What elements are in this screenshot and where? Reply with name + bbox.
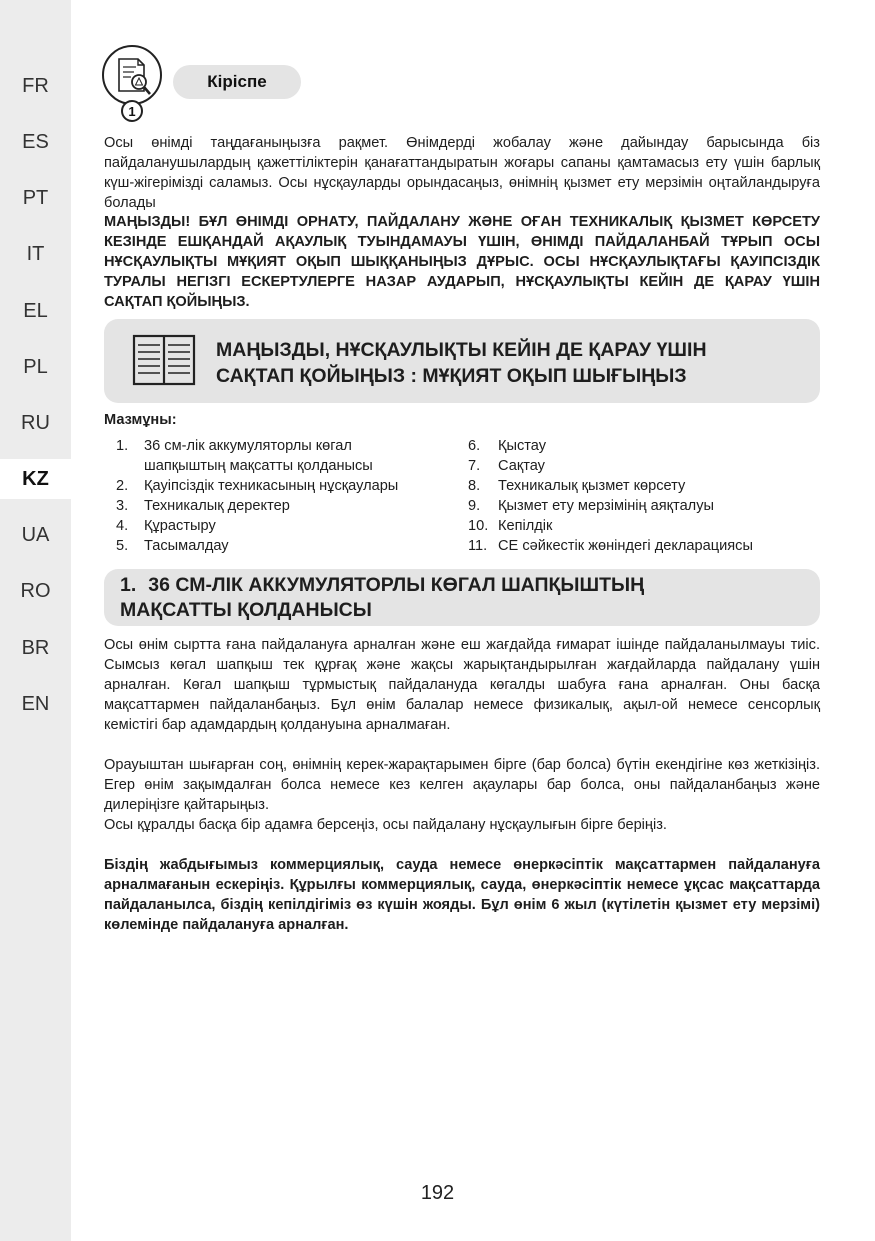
lang-tab-ru[interactable]: RU [21,411,50,434]
toc-item-label: Қызмет ету мерзімінің аяқталуы [498,498,714,514]
lang-tab-el[interactable]: EL [23,299,48,322]
toc-item-number: 10. [468,518,489,534]
toc-item-label: Сақтау [498,458,545,474]
section-1-number: 1. [120,574,137,596]
section-1-header [104,569,820,626]
toc-left-column [104,436,464,556]
toc-item-label: CE сәйкестік жөніндегі декларациясы [498,538,753,554]
toc-item[interactable] [104,476,464,496]
lang-tab-it[interactable]: IT [26,242,45,265]
toc-item-label: Техникалық қызмет көрсету [498,478,686,494]
toc-item[interactable] [468,476,820,496]
toc-item[interactable] [104,536,464,556]
toc-item-label: Қыстау [498,438,547,454]
handover-paragraph: Осы құралды басқа бір адамға берсеңіз, осы пайдалану нұсқаулығын бірге беріңіз. [104,817,667,833]
lang-tab-br[interactable]: BR [21,636,50,659]
toc-item[interactable] [468,536,820,556]
toc-item[interactable] [468,456,820,476]
toc-item-label: Кепілдік [498,518,553,534]
lang-tab-kz-active[interactable]: KZ [0,459,71,499]
toc-item-label: Тасымалдау [144,538,229,554]
toc-item-number: 5. [116,538,129,554]
toc-item-label-line2: шапқыштың мақсатты қолданысы [144,458,373,474]
toc-item-number: 7. [468,458,481,474]
step-badge-number: 1 [128,104,136,119]
commercial-use-warning-paragraph: Біздің жабдығымыз коммерциялық, сауда немесе өнеркәсіптік мақсаттармен пайдалануға арналмағанын ескеріңіз. Құрылғы коммерциялық, сауда, өнеркәсіптік немесе ұқсас мақсаттарда пайдаланылса, біздің кепілдігіміз өз күшін жояды. Бұл өнім 6 жыл (күтілетін қызмет ету мерзімі) көлемінде пайдалануға арналған. [104,857,820,933]
toc-item-number: 3. [116,498,129,514]
toc-item-label [144,436,373,476]
toc-item-label: Техникалық деректер [144,498,290,514]
toc-item-label: Құрастыру [144,518,216,534]
unpacking-paragraph: Орауыштан шығарған соң, өнімнің керек-жарақтарымен бірге (бар болса) бүтін екендігіне көз жеткізіңіз. Егер өнім зақымдалған болса немесе кез келген ақаулары бар болса, оны пайдаланбаңыз және дилеріңізге қайтарыңыз. [104,757,820,813]
lang-tab-fr[interactable]: FR [22,74,49,97]
document-magnifier-icon [100,45,164,123]
toc-item[interactable] [468,436,820,456]
toc-title: Мазмұны: [104,412,177,428]
lang-tab-en[interactable]: EN [21,692,50,715]
lang-tab-ro[interactable]: RO [20,579,51,602]
toc-item[interactable] [104,516,464,536]
open-book-icon [132,333,196,387]
section-1-title [120,573,800,623]
intended-use-paragraph: Осы өнім сыртта ғана пайдалануға арналған және еш жағдайда ғимарат ішінде пайдаланылмауы тиіс. Сымсыз көгал шапқыш тек құрғақ және жақсы жарықтандырылған жағдайларда пайдалану үшін арналған. Көгал шапқыш тұрмыстық пайдалануда көгалды шабуға ғана арналған. Оны басқа мақсаттармен пайдаланбаңыз. Бұл өнім балалар немесе физикалық, ақыл-ой немесе сенсорлық кемістігі бар адамдардың қолдануына арналмаған. [104,637,820,733]
page-number: 192 [420,1182,455,1204]
section-1-title-line2: МАҚСАТТЫ ҚОЛДАНЫСЫ [120,599,372,621]
toc-item-number: 2. [116,478,129,494]
toc-item[interactable] [468,496,820,516]
toc-item-number: 6. [468,438,481,454]
toc-item[interactable] [468,516,820,536]
intro-title: Кіріспе [173,65,301,99]
section-1-title-line1: 36 СМ-ЛІК АККУМУЛЯТОРЛЫ КӨГАЛ ШАПҚЫШТЫҢ [148,574,645,596]
toc-item-number: 11. [468,538,488,554]
notice-text [216,337,806,389]
toc-item-number: 1. [116,438,129,454]
toc-item-number: 4. [116,518,129,534]
notice-line-1: МАҢЫЗДЫ, НҰСҚАУЛЫҚТЫ КЕЙІН ДЕ ҚАРАУ ҮШІН [216,339,707,361]
toc-right-column [468,436,820,556]
toc-item-number: 8. [468,478,481,494]
intro-paragraph: Осы өнімді таңдағаныңызға рақмет. Өнімдерді жобалау және дайындау барысында біз пайдаланушылардың қажеттіліктерін қанағаттандыратын жоғары сапаны қамтамасыз ету үшін барлық күш-жігерімізді саламыз. Осы нұсқауларды орындасаңыз, өнімнің қызмет ету мерзімін оңтайландыруға болады [104,135,820,211]
notice-line-2: САҚТАП ҚОЙЫҢЫЗ : МҰҚИЯТ ОҚЫП ШЫҒЫҢЫЗ [216,365,687,387]
toc-item-label-line1: 36 см-лік аккумуляторлы көгал [144,438,352,454]
lang-tab-pt[interactable]: PT [22,186,49,209]
toc-item[interactable] [104,436,464,476]
lang-tab-es[interactable]: ES [22,130,49,153]
toc-item-number: 9. [468,498,481,514]
lang-tab-pl[interactable]: PL [23,355,48,378]
toc-item[interactable] [104,496,464,516]
lang-tab-ua[interactable]: UA [21,523,50,546]
notice-box [104,319,820,403]
important-warning-paragraph: МАҢЫЗДЫ! БҰЛ ӨНІМДІ ОРНАТУ, ПАЙДАЛАНУ ЖӘНЕ ОҒАН ТЕХНИКАЛЫҚ ҚЫЗМЕТ КӨРСЕТУ КЕЗІНДЕ ЕШҚАНДАЙ АҚАУЛЫҚ ТУЫНДАМАУЫ ҮШІН, ӨНІМДІ ПАЙДАЛАНБАЙ ТҰРЫП ОСЫ НҰСҚАУЛЫҚТЫ МҰҚИЯТ ОҚЫП ШЫҚҚАНЫҢЫЗ ДҰРЫС. ОСЫ НҰСҚАУЛЫҚТАҒЫ ҚАУІПСІЗДІК ТУРАЛЫ НЕГІЗГІ ЕСКЕРТУЛЕРГЕ НАЗАР АУДАРЫП, НҰСҚАУЛЫҚТЫ КЕЙІН ДЕ ҚАРАУ ҮШІН САҚТАП ҚОЙЫҢЫЗ. [104,214,820,310]
toc-item-label: Қауіпсіздік техникасының нұсқаулары [144,478,399,494]
language-sidebar [0,0,71,1241]
